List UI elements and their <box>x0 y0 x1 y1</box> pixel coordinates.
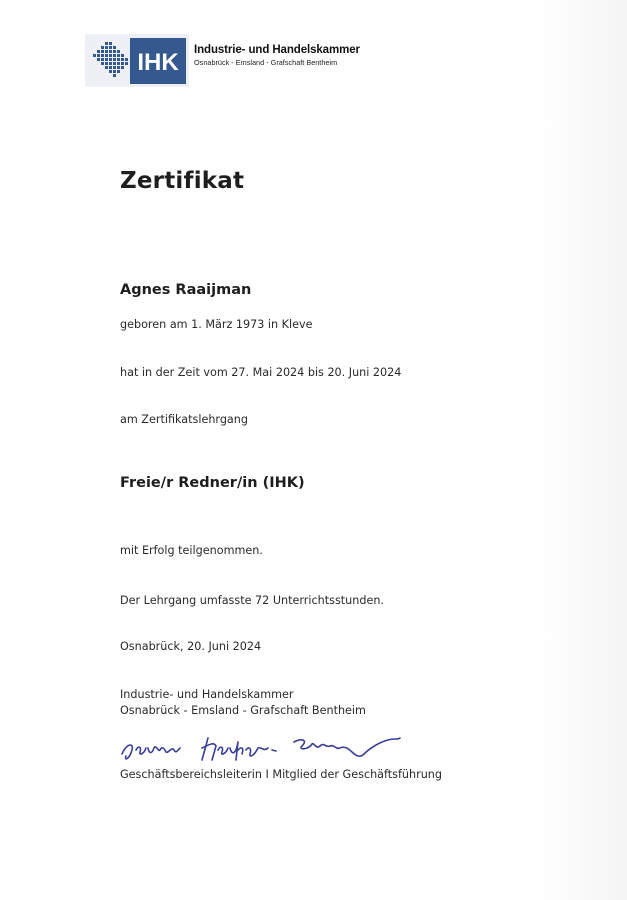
ihk-logo <box>85 34 189 87</box>
hours-line: Der Lehrgang umfasste 72 Unterrichtsstunden. <box>120 594 384 607</box>
issuer-line-2: Osnabrück - Emsland - Grafschaft Bentheim <box>120 704 366 717</box>
place-date: Osnabrück, 20. Juni 2024 <box>120 640 262 653</box>
course-intro: am Zertifikatslehrgang <box>120 413 248 426</box>
issuer-line-1: Industrie- und Handelskammer <box>120 688 294 701</box>
signatory-role: Geschäftsbereichsleiterin I Mitglied der Geschäftsführung <box>120 768 442 781</box>
logo-organization-name: Industrie- und Handelskammer <box>194 44 360 56</box>
ihk-logo-icon <box>85 34 189 87</box>
certificate-title: Zertifikat <box>120 168 245 194</box>
handwritten-signature <box>118 732 408 768</box>
recipient-name: Agnes Raaijman <box>120 282 252 298</box>
logo-region: Osnabrück - Emsland - Grafschaft Bentheim <box>194 58 338 67</box>
birth-line: geboren am 1. März 1973 in Kleve <box>120 318 313 331</box>
svg-text:IHK: IHK <box>137 49 179 76</box>
course-name: Freie/r Redner/in (IHK) <box>120 475 305 491</box>
period-line: hat in der Zeit vom 27. Mai 2024 bis 20. Juni 2024 <box>120 366 402 379</box>
page-edge-shadow <box>537 0 627 900</box>
result-line: mit Erfolg teilgenommen. <box>120 544 263 557</box>
